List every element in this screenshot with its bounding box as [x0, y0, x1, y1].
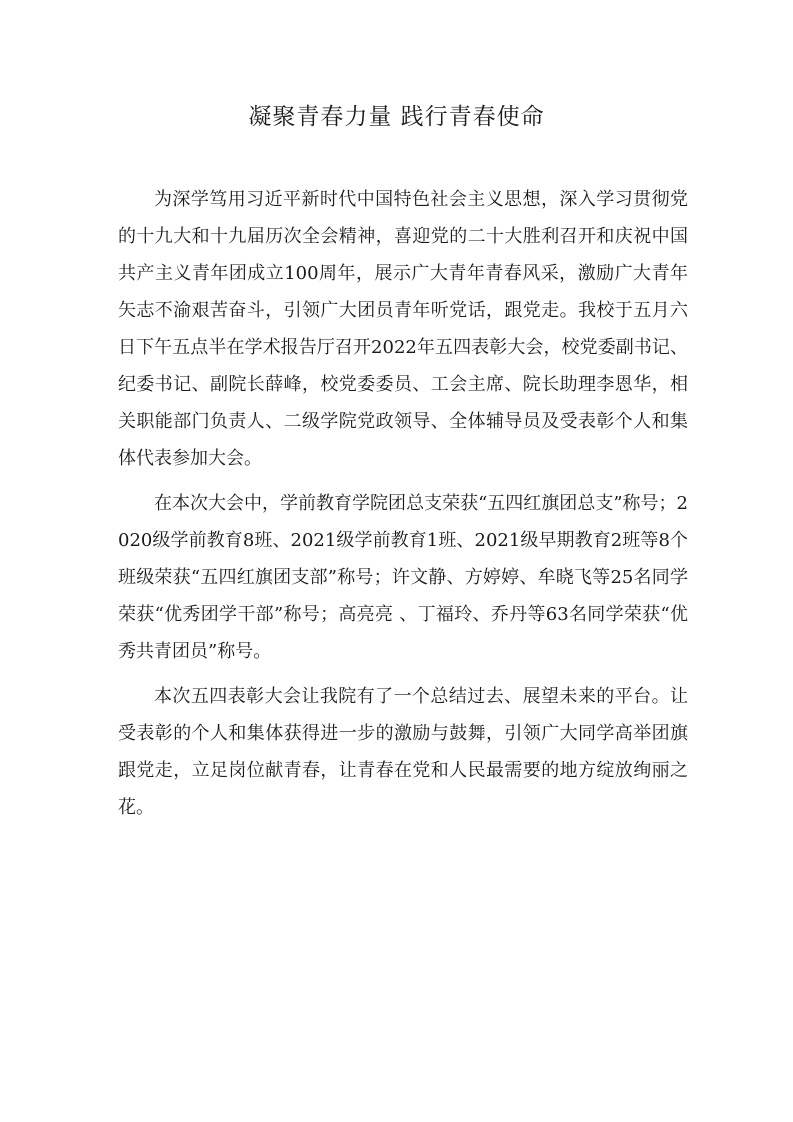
paragraph-awards: 在本次大会中，学前教育学院团总支荣获“五四红旗团总支”称号；2020级学前教育8班、2021级学前教育1班、2021级早期教育2班等8个班级荣获“五四红旗团支部”称号；许文静、方婷婷、牟晓飞等25名同学荣获“优秀团学干部”称号；高亮亮 、丁福玲、乔丹等63名同学荣获“优秀共青团员”称号。 [118, 493, 688, 662]
document-body [118, 181, 688, 834]
paragraph-conclusion: 本次五四表彰大会让我院有了一个总结过去、展望未来的平台。让受表彰的个人和集体获得进一步的激励与鼓舞，引领广大同学高举团旗跟党走，立足岗位献青春，让青春在党和人民最需要的地方绽放绚丽之花。 [118, 686, 688, 818]
document-title: 凝聚青春力量 践行青春使命 [248, 104, 545, 130]
paragraph-intro: 为深学笃用习近平新时代中国特色社会主义思想，深入学习贯彻党的十九大和十九届历次全会精神，喜迎党的二十大胜利召开和庆祝中国共产主义青年团成立100周年，展示广大青年青春风采，激励广大青年矢志不渝艰苦奋斗，引领广大团员青年听党话，跟党走。我校于五月六日下午五点半在学术报告厅召开2022年五四表彰大会，校党委副书记、纪委书记、副院长薛峰，校党委委员、工会主席、院长助理李恩华，相关职能部门负责人、二级学院党政领导、全体辅导员及受表彰个人和集体代表参加大会。 [118, 189, 688, 469]
